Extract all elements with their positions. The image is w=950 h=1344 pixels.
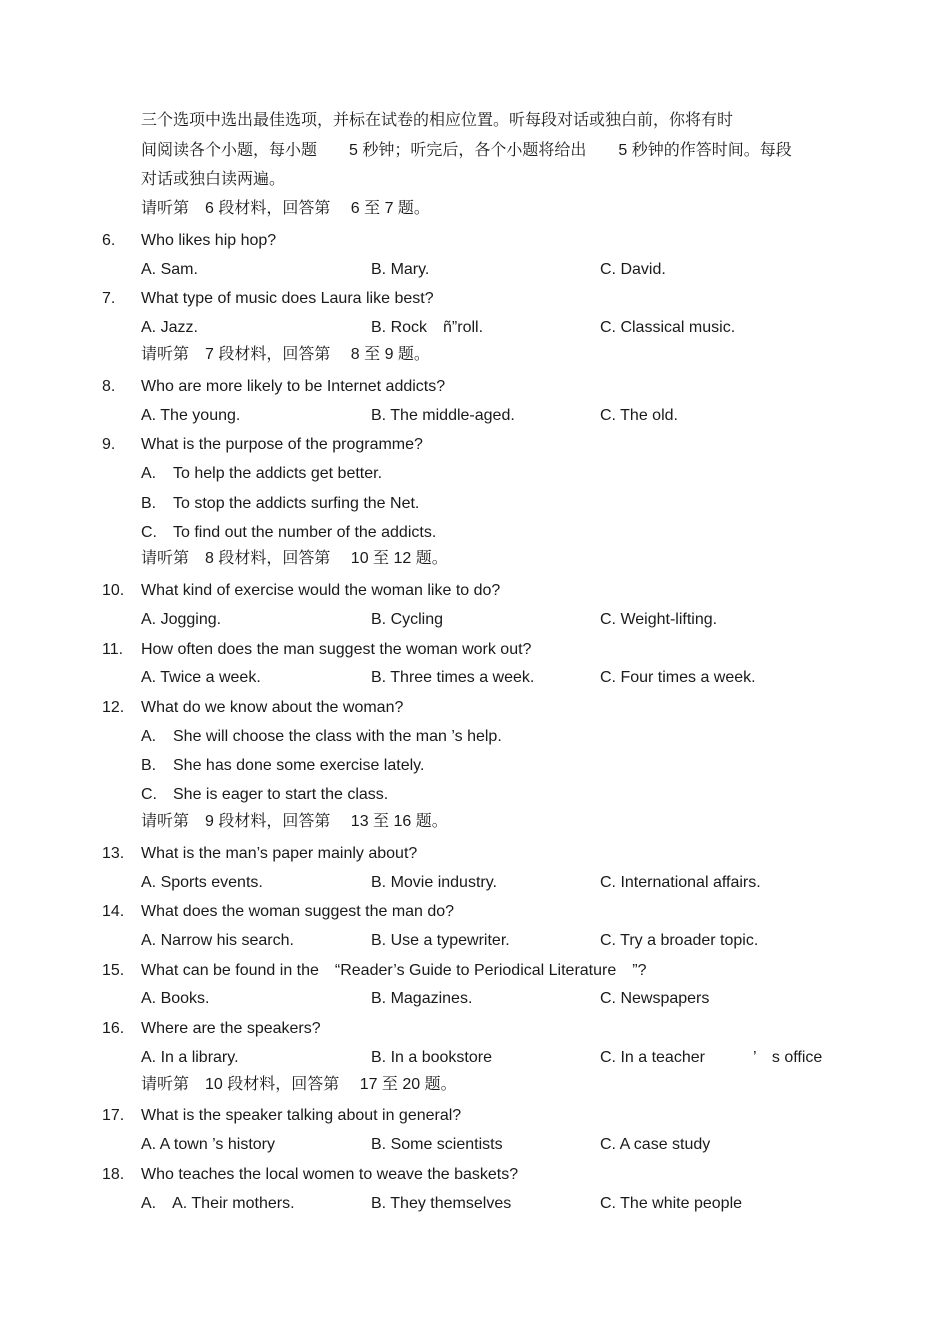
question-number: 12.: [102, 699, 125, 716]
option-a: A. Jogging.: [141, 611, 222, 628]
option-c: C. Classical music.: [600, 319, 736, 336]
option-a: A. In a library.: [141, 1049, 239, 1066]
option-label: A.: [141, 465, 157, 482]
option-c: C. Four times a week.: [600, 669, 756, 686]
option-text: She has done some exercise lately.: [173, 757, 425, 774]
question-number: 14.: [102, 903, 125, 920]
option-b: B. Rock ñ”roll.: [371, 319, 484, 336]
option-a: A. A. Their mothers.: [141, 1195, 295, 1212]
question-text: What is the purpose of the programme?: [141, 436, 423, 453]
option-label: C.: [141, 786, 157, 803]
intro-line-3: 对话或独白读两遍。: [141, 171, 286, 188]
question-number: 9.: [102, 436, 116, 453]
option-b: B. Mary.: [371, 261, 430, 278]
option-b: B. Use a typewriter.: [371, 932, 510, 949]
option-c: C. International affairs.: [600, 874, 761, 891]
option-c: C. A case study: [600, 1136, 711, 1153]
option-a: A. Twice a week.: [141, 669, 261, 686]
option-c: C. The old.: [600, 407, 678, 424]
option-text: To help the addicts get better.: [173, 465, 383, 482]
option-a: A. Sam.: [141, 261, 198, 278]
section-heading-9: 请听第 9 段材料，回答第 13 至 16 题。: [141, 813, 448, 830]
question-number: 16.: [102, 1020, 125, 1037]
question-text: Who teaches the local women to weave the baskets?: [141, 1166, 519, 1183]
option-b: B. Magazines.: [371, 990, 473, 1007]
question-text: Who likes hip hop?: [141, 232, 277, 249]
option-c: C. The white people: [600, 1195, 743, 1212]
option-b: B. The middle-aged.: [371, 407, 515, 424]
question-text: How often does the man suggest the woman work out?: [141, 641, 532, 658]
question-number: 15.: [102, 962, 125, 979]
option-label: B.: [141, 495, 157, 512]
option-b: B. Cycling: [371, 611, 444, 628]
option-a: A. Sports events.: [141, 874, 263, 891]
question-text: What does the woman suggest the man do?: [141, 903, 455, 920]
intro-line-1: 三个选项中选出最佳选项，并标在试卷的相应位置。听每段对话或独白前，你将有时: [141, 112, 734, 129]
option-b: B. They themselves: [371, 1195, 512, 1212]
question-number: 18.: [102, 1166, 125, 1183]
intro-line-2: 间阅读各个小题，每小题 5 秒钟；听完后，各个小题将给出 5 秒钟的作答时间。每段: [141, 142, 792, 159]
question-number: 8.: [102, 378, 116, 395]
question-number: 7.: [102, 290, 116, 307]
question-text: What is the speaker talking about in general?: [141, 1107, 462, 1124]
option-text: She will choose the class with the man ’s help.: [173, 728, 502, 745]
option-label: C.: [141, 524, 157, 541]
option-a: A. Books.: [141, 990, 210, 1007]
option-c: C. Try a broader topic.: [600, 932, 759, 949]
section-heading-8: 请听第 8 段材料，回答第 10 至 12 题。: [141, 550, 448, 567]
question-text: Where are the speakers?: [141, 1020, 321, 1037]
option-a: A. Narrow his search.: [141, 932, 294, 949]
section-heading-6: 请听第 6 段材料，回答第 6 至 7 题。: [141, 200, 430, 217]
option-text: To stop the addicts surfing the Net.: [173, 495, 420, 512]
option-a: A. A town ’s history: [141, 1136, 275, 1153]
option-text: She is eager to start the class.: [173, 786, 389, 803]
option-b: B. Movie industry.: [371, 874, 497, 891]
question-number: 13.: [102, 845, 125, 862]
option-label: B.: [141, 757, 157, 774]
option-b: B. In a bookstore: [371, 1049, 492, 1066]
question-text: What is the man’s paper mainly about?: [141, 845, 418, 862]
option-text: To find out the number of the addicts.: [173, 524, 437, 541]
question-number: 17.: [102, 1107, 125, 1124]
section-heading-7: 请听第 7 段材料，回答第 8 至 9 题。: [141, 346, 430, 363]
question-number: 6.: [102, 232, 116, 249]
option-a: A. Jazz.: [141, 319, 198, 336]
question-text: Who are more likely to be Internet addicts?: [141, 378, 446, 395]
question-number: 10.: [102, 582, 125, 599]
question-text: What can be found in the “Reader’s Guide to Periodical Literature ”?: [141, 962, 647, 979]
option-c: C. In a teacher ’ s office: [600, 1049, 823, 1066]
question-text: What type of music does Laura like best?: [141, 290, 434, 307]
option-c: C. Weight-lifting.: [600, 611, 718, 628]
question-text: What do we know about the woman?: [141, 699, 404, 716]
option-b: B. Some scientists: [371, 1136, 503, 1153]
option-c: C. David.: [600, 261, 666, 278]
option-a: A. The young.: [141, 407, 241, 424]
question-number: 11.: [102, 641, 124, 658]
option-label: A.: [141, 728, 157, 745]
option-c: C. Newspapers: [600, 990, 710, 1007]
option-b: B. Three times a week.: [371, 669, 535, 686]
question-text: What kind of exercise would the woman like to do?: [141, 582, 501, 599]
section-heading-10: 请听第 10 段材料，回答第 17 至 20 题。: [141, 1076, 457, 1093]
